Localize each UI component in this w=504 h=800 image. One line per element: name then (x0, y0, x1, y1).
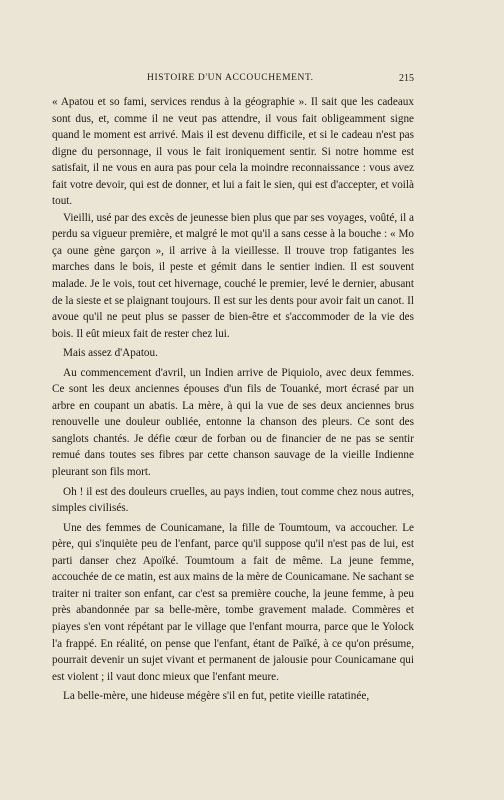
page-body (52, 94, 414, 705)
page-number: 215 (399, 73, 414, 84)
paragraph: Une des femmes de Counicamane, la fille de Toumtoum, va accoucher. Le père, qui s'inquiète peu de l'enfant, parce qu'il suppose qu'il n'est pas de lui, est parti danser chez Apoïké. Toumtoum a fait de même. La jeune femme, accouchée de ce matin, est aux mains de la mère de Counicamane. Ne sachant se traiter ni traiter son enfant, car c'est sa première couche, la jeune femme, à peu près abandonnée par sa belle-mère, tombe gravement malade. Commères et piayes s'en vont répétant par le village que l'enfant mourra, parce que le Yolock l'a frappé. En réalité, on pense que l'enfant, étant de Païké, à ce qu'on présume, pourrait devenir un sujet vivant et permanent de jalousie pour Counicamane qui est violent ; il vaut donc mieux que l'enfant meure. (52, 521, 414, 683)
paragraph: Au commencement d'avril, un Indien arrive de Piquiolo, avec deux femmes. Ce sont les deux anciennes épouses d'un fils de Touanké, mort écrasé par un arbre en coupant un abatis. La mère, à qui la vue de ses deux anciennes brus renouvelle une douleur oubliée, entonne la chanson des pleurs. Ce sont des sanglots chantés. Je défie cœur de forban ou de financier de ne pas se sentir remué dans toutes ses fibres par cette chanson sauvage de la vieille Indienne pleurant son fils mort. (52, 366, 414, 479)
paragraph: Vieilli, usé par des excès de jeunesse bien plus que par ses voyages, voûté, il a perdu sa vigueur première, et malgré le mot qu'il a sans cesse à la bouche : « Mo ça oune gène garçon », il arrive à la vieillesse. Il trouve trop fatigantes les marches dans le bois, il peste et gémit dans le sentier indien. Il est souvent malade. Je le vois, tout cet hivernage, couché le premier, levé le dernier, abusant de la sieste et se plaignant toujours. Il est sur les dents pour avoir fait un canot. Il avoue qu'il ne peut plus se passer de bien-être et s'accommoder de la vie des bois. Il eût mieux fait de rester chez lui. (52, 211, 414, 340)
paragraph: Mais assez d'Apatou. (63, 347, 158, 360)
running-title: HISTOIRE D'UN ACCOUCHEMENT. (147, 73, 314, 83)
paragraph: Oh ! il est des douleurs cruelles, au pays indien, tout comme chez nous autres, simples civilisés. (52, 485, 414, 515)
page-header (52, 73, 414, 87)
paragraph: La belle-mère, une hideuse mégère s'il en fut, petite vieille ratatinée, (63, 690, 370, 703)
paragraph: « Apatou et so fami, services rendus à la géographie ». Il sait que les cadeaux sont dus, et, comme il ne veut pas attendre, il vous fait obligeamment signe quand le moment est arrivé. Mais il est devenu difficile, et si le cadeau n'est pas digne du personnage, il vous le fait ironiquement sentir. Si notre homme est satisfait, il ne vous en aura pas pour cela la moindre reconnaissance : vous avez fait votre devoir, qui est de donner, et lui a fait le sien, qui est d'accepter, et voilà tout. (52, 96, 414, 208)
